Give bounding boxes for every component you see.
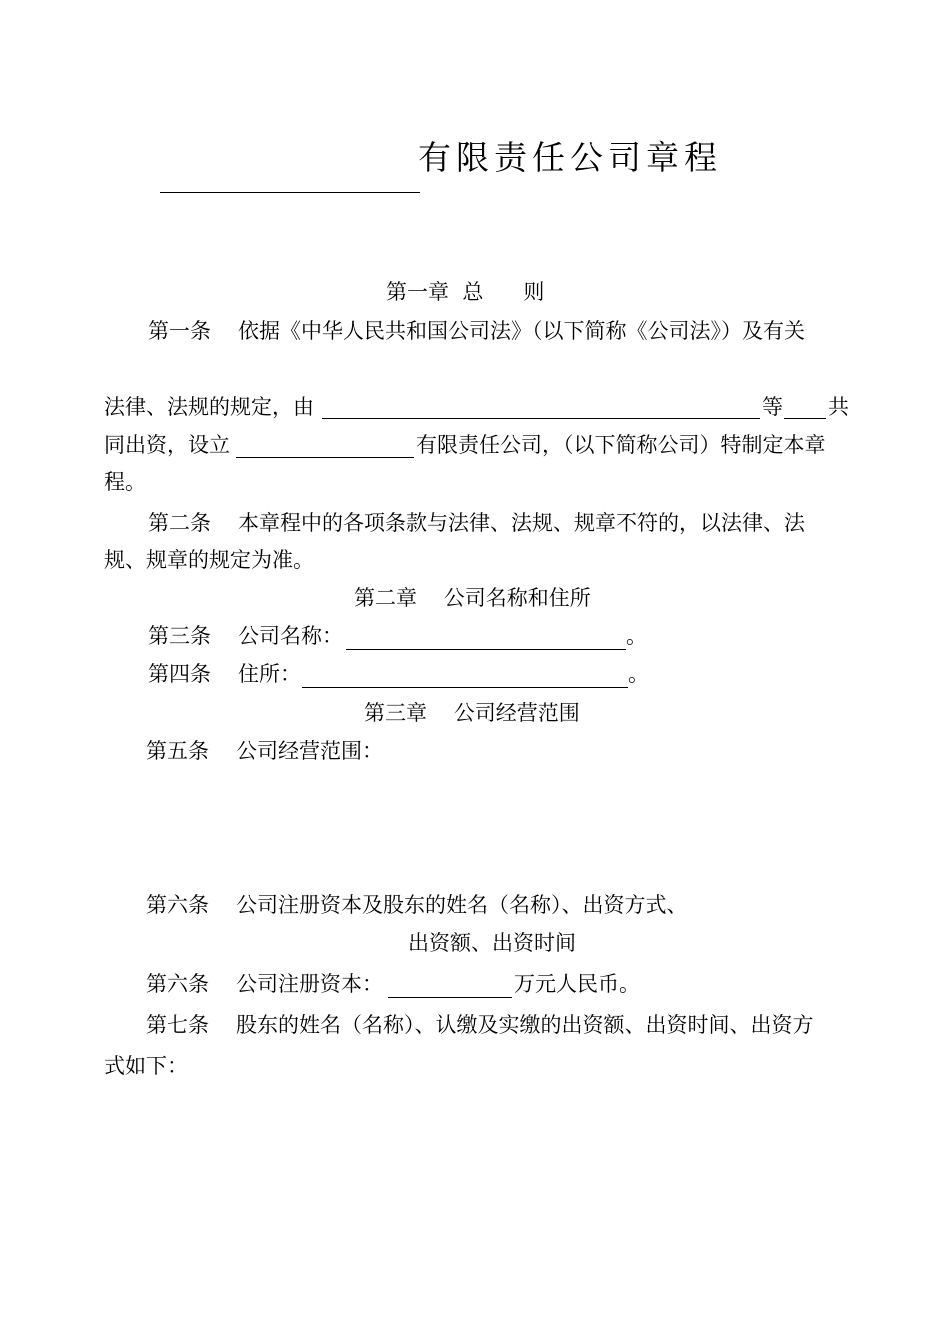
article-1-label: 第一条: [148, 319, 211, 343]
article-5-label: 第五条: [146, 739, 209, 763]
company-name-blank: [160, 192, 420, 193]
article-6a-continuation: 出资额、出资时间: [408, 931, 576, 955]
chapter-1-heading: 第一章 总 则: [386, 280, 545, 304]
article-1-line-2c: 共: [828, 395, 849, 419]
article-2-line-2: 规、规章的规定为准。: [104, 548, 314, 572]
article-3-label: 第三条: [148, 624, 211, 648]
company-name-field: [346, 627, 626, 650]
document-title: 有限责任公司章程: [418, 138, 722, 177]
company-blank: [236, 435, 414, 458]
article-4-label: 第四条: [148, 662, 211, 686]
article-1-line-1: 依据《中华人民共和国公司法》（以下简称《公司法》）及有关: [238, 319, 805, 343]
article-1-line-3b: 有限责任公司，（以下简称公司）特制定本章: [416, 433, 826, 457]
chapter-2-heading: 第二章 公司名称和住所: [354, 586, 591, 610]
article-4-text: 住所：: [238, 662, 301, 686]
article-4-end: 。: [628, 662, 649, 686]
article-7-line-1: 股东的姓名（名称）、认缴及实缴的出资额、出资时间、出资方: [236, 1013, 814, 1037]
article-2-label: 第二条: [148, 511, 211, 535]
article-7-label: 第七条: [146, 1013, 209, 1037]
article-6b-end: 万元人民币。: [514, 972, 640, 996]
article-3-end: 。: [626, 624, 647, 648]
article-3-text: 公司名称：: [238, 624, 343, 648]
article-1-line-2b: 等: [762, 395, 783, 419]
article-7-line-2: 式如下：: [104, 1054, 188, 1078]
founders-blank: [322, 396, 760, 419]
article-6b-text: 公司注册资本：: [236, 972, 383, 996]
founders-count-blank: [784, 396, 826, 419]
address-field: [302, 665, 628, 688]
article-6a-label: 第六条: [146, 893, 209, 917]
article-2-line-1: 本章程中的各项条款与法律、法规、规章不符的，以法律、法: [238, 511, 805, 535]
article-6a-text: 公司注册资本及股东的姓名（名称）、出资方式、: [236, 893, 688, 917]
capital-amount-field: [388, 975, 512, 998]
chapter-3-heading: 第三章 公司经营范围: [364, 701, 580, 725]
article-6b-label: 第六条: [146, 972, 209, 996]
article-1-line-4: 程。: [104, 470, 146, 494]
article-1-line-3a: 同出资，设立: [104, 433, 230, 457]
article-5-text: 公司经营范围：: [236, 739, 383, 763]
article-1-line-2a: 法律、法规的规定，由: [104, 395, 314, 419]
